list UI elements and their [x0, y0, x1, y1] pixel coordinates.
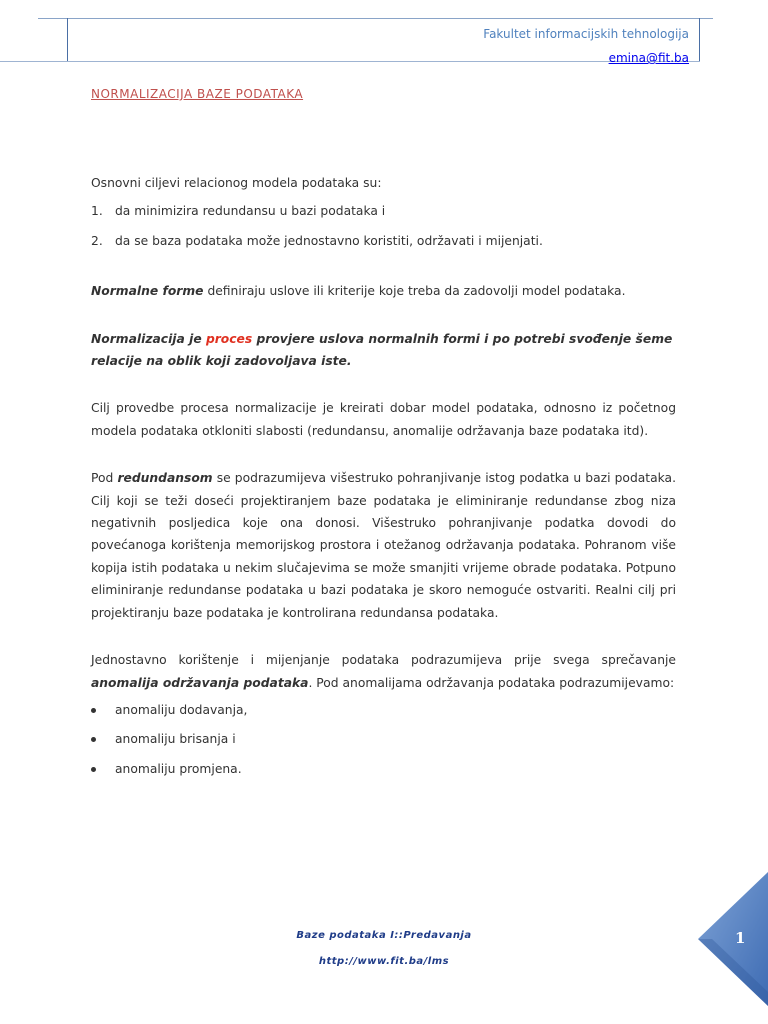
- normal-forms-term: Normalne forme: [91, 284, 204, 299]
- goal-paragraph: Cilj provedbe procesa normalizacije je kreirati dobar model podataka, odnosno iz početnog modela podataka otkloniti slabosti (redundansu, anomalije održavanja baze podataka itd).: [91, 401, 676, 438]
- list-item: 1. da minimizira redundansu u bazi podataka i: [91, 204, 386, 219]
- redundancy-paragraph: Pod redundansom se podrazumijeva višestruko pohranjivanje istog podatka u bazi podataka. Cilj koji se teži doseći projektiranjem baze podataka je eliminiranje redundanse zbog niza negativnih posljedica koje ona donosi. Višestruko pohranjivanje podatka dovodi do povećanoga korištenja memorijskog prostora i otežanog održavanja podataka. Pohranom više kopija istih podataka u nekim slučajevima se može smanjiti vrijeme obrade podataka. Potpuno eliminiranje redundanse podataka u bazi podataka je skoro nemoguće ostvariti. Realni cilj pri projektiranju baze podataka je kontrolirana redundansa podataka.: [91, 471, 677, 620]
- list-item: anomaliju brisanja i: [91, 728, 676, 750]
- document-title: NORMALIZACIJA BAZE PODATAKA: [91, 87, 304, 101]
- page-number: 1: [735, 929, 746, 947]
- anomalies-term: anomalija održavanja podataka: [91, 675, 309, 690]
- anomalies-list: [91, 699, 676, 780]
- list-item: anomaliju promjena.: [91, 758, 676, 780]
- footer-course: Baze podataka I::Predavanja: [296, 930, 472, 941]
- process-highlight: proces: [205, 331, 253, 346]
- header-rule-right: [699, 18, 700, 61]
- header-faculty: Fakultet informacijskih tehnologija: [483, 27, 689, 41]
- footer-url: http://www.fit.ba/lms: [318, 956, 450, 967]
- list-item: anomaliju dodavanja,: [91, 699, 676, 721]
- intro-paragraph: Osnovni ciljevi relacionog modela podataka su:: [91, 176, 382, 190]
- header-rule-top: [38, 18, 713, 19]
- header-email-link[interactable]: emina@fit.ba: [608, 51, 689, 65]
- list-item: 2. da se baza podataka može jednostavno koristiti, održavati i mijenjati.: [91, 233, 543, 248]
- goals-list: [91, 200, 676, 252]
- redundancy-term: redundansom: [117, 471, 213, 486]
- document-body: [91, 172, 676, 787]
- normalization-paragraph: Normalizacija je proces provjere uslova normalnih formi i po potrebi svođenje šeme relacije na oblik koji zadovoljava iste.: [91, 331, 673, 369]
- normal-forms-paragraph: Normalne forme definiraju uslove ili kriterije koje treba da zadovolji model podataka.: [91, 284, 626, 299]
- page-corner-shape: [698, 872, 768, 1006]
- header-rule-bottom: [0, 61, 700, 62]
- header-rule-left: [67, 18, 68, 61]
- anomalies-paragraph: Jednostavno korištenje i mijenjanje podataka podrazumijeva prije svega sprečavanje anomalija održavanja podataka. Pod anomalijama održavanja podataka podrazumijevamo:: [91, 653, 676, 690]
